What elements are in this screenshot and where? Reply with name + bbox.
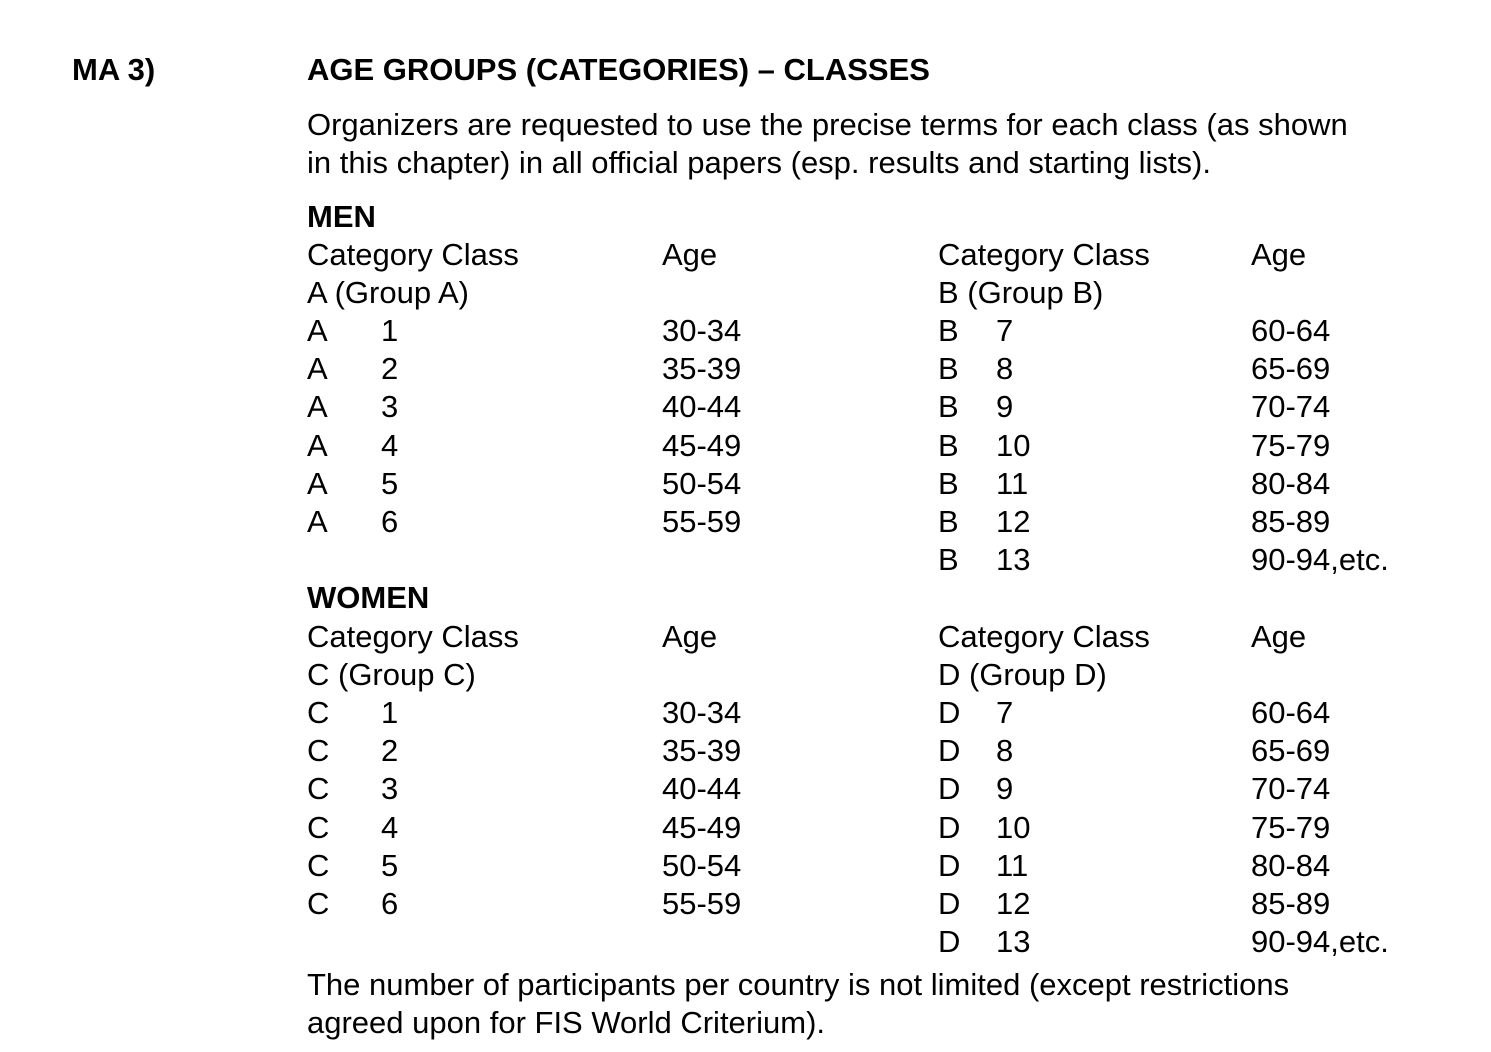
women-left-num-cell: 4 — [381, 809, 399, 845]
section-title: AGE GROUPS (CATEGORIES) – CLASSES — [307, 52, 930, 87]
men-left-header-class: Category Class — [307, 237, 519, 272]
footer-line-1: The number of participants per country is not limited (except restrictions — [307, 967, 1290, 1002]
women-right-age-cell: 70-74 — [1251, 771, 1331, 807]
intro-line-1: Organizers are requested to use the precise terms for each class (as shown — [307, 107, 1348, 142]
intro-line-2: in this chapter) in all official papers (esp. results and starting lists). — [307, 145, 1211, 180]
women-right-num-cell: 8 — [996, 733, 1014, 769]
men-right-age-cell: 65-69 — [1251, 351, 1331, 387]
women-left-cat-cell: C — [307, 695, 330, 730]
men-right-cat-cell: B — [938, 542, 959, 578]
women-left-header-class: Category Class — [307, 619, 519, 654]
men-right-num-cell: 10 — [996, 427, 1031, 463]
women-left-num-cell: 3 — [381, 771, 399, 807]
men-left-age-cell: 35-39 — [662, 351, 742, 387]
men-right-cat-cell: B — [938, 427, 959, 463]
women-right-num-cell: 12 — [996, 886, 1031, 921]
men-right-header-age: Age — [1251, 237, 1307, 272]
men-left-age-cell: 45-49 — [662, 427, 742, 463]
men-right-num-cell: 7 — [996, 313, 1014, 348]
women-left-num-cell: 1 — [381, 695, 399, 730]
men-right-age-cell: 90-94,etc. — [1251, 542, 1389, 578]
women-right-cat-cell: D — [938, 924, 961, 960]
women-left-cat-cell: C — [307, 733, 330, 769]
women-right-header-age: Age — [1251, 619, 1307, 654]
women-left-age-cell: 40-44 — [662, 771, 742, 807]
women-right-cat-cell: D — [938, 886, 961, 921]
men-left-age-cell: 55-59 — [662, 504, 742, 539]
women-right-cat-cell: D — [938, 809, 961, 845]
men-right-num-cell: 11 — [996, 465, 1029, 501]
women-left-header-age: Age — [662, 619, 718, 654]
men-left-age-cell: 40-44 — [662, 389, 742, 425]
men-left-age-cell: 30-34 — [662, 313, 742, 348]
women-left-cat-cell: C — [307, 771, 330, 807]
women-left-age-cell: 35-39 — [662, 733, 742, 769]
women-right-age-cell: 80-84 — [1251, 847, 1331, 883]
women-right-group: D (Group D) — [938, 657, 1107, 692]
men-left-cat-cell: A — [307, 427, 328, 463]
men-right-age-cell: 75-79 — [1251, 427, 1331, 463]
men-right-num-cell: 13 — [996, 542, 1031, 578]
men-right-cat-cell: B — [938, 389, 959, 425]
men-right-cat-cell: B — [938, 504, 959, 539]
women-left-cat-cell: C — [307, 809, 330, 845]
men-left-num-cell: 3 — [381, 389, 399, 425]
men-right-cat-cell: B — [938, 465, 959, 501]
men-right-group: B (Group B) — [938, 275, 1104, 310]
women-left-age-cell: 45-49 — [662, 809, 742, 845]
women-left-num-cell: 5 — [381, 847, 399, 883]
men-left-group: A (Group A) — [307, 275, 469, 310]
men-right-num-cell: 8 — [996, 351, 1014, 387]
women-right-cat-cell: D — [938, 847, 961, 883]
women-title: WOMEN — [307, 580, 430, 615]
men-right-age-cell: 70-74 — [1251, 389, 1331, 425]
women-left-num-cell: 2 — [381, 733, 399, 769]
men-left-header-age: Age — [662, 237, 718, 272]
men-left-num-cell: 2 — [381, 351, 399, 387]
women-left-age-cell: 50-54 — [662, 847, 742, 883]
men-left-num-cell: 1 — [381, 313, 399, 348]
men-left-cat-cell: A — [307, 313, 328, 348]
men-right-header-class: Category Class — [938, 237, 1150, 272]
men-left-num-cell: 5 — [381, 465, 399, 501]
men-left-cat-cell: A — [307, 351, 328, 387]
women-right-cat-cell: D — [938, 695, 961, 730]
men-left-cat-cell: A — [307, 504, 328, 539]
women-right-age-cell: 60-64 — [1251, 695, 1331, 730]
men-left-age-cell: 50-54 — [662, 465, 742, 501]
women-left-age-cell: 30-34 — [662, 695, 742, 730]
women-right-cat-cell: D — [938, 771, 961, 807]
men-right-age-cell: 85-89 — [1251, 504, 1331, 539]
women-right-num-cell: 7 — [996, 695, 1014, 730]
women-right-num-cell: 9 — [996, 771, 1014, 807]
women-right-cat-cell: D — [938, 733, 961, 769]
women-left-group: C (Group C) — [307, 657, 476, 692]
women-left-cat-cell: C — [307, 847, 330, 883]
women-left-age-cell: 55-59 — [662, 886, 742, 921]
women-right-age-cell: 90-94,etc. — [1251, 924, 1389, 960]
men-right-num-cell: 9 — [996, 389, 1014, 425]
women-left-num-cell: 6 — [381, 886, 399, 921]
men-left-num-cell: 4 — [381, 427, 399, 463]
section-number: MA 3) — [72, 52, 156, 87]
women-right-header-class: Category Class — [938, 619, 1150, 654]
women-right-num-cell: 13 — [996, 924, 1031, 960]
men-left-num-cell: 6 — [381, 504, 399, 539]
men-right-num-cell: 12 — [996, 504, 1031, 539]
footer-line-2: agreed upon for FIS World Criterium). — [307, 1005, 826, 1040]
men-right-cat-cell: B — [938, 351, 959, 387]
women-right-age-cell: 65-69 — [1251, 733, 1331, 769]
men-title: MEN — [307, 199, 376, 234]
men-right-cat-cell: B — [938, 313, 959, 348]
women-right-age-cell: 75-79 — [1251, 809, 1331, 845]
women-right-num-cell: 10 — [996, 809, 1031, 845]
men-left-cat-cell: A — [307, 465, 328, 501]
men-right-age-cell: 60-64 — [1251, 313, 1331, 348]
men-right-age-cell: 80-84 — [1251, 465, 1331, 501]
women-right-age-cell: 85-89 — [1251, 886, 1331, 921]
women-right-num-cell: 11 — [996, 847, 1029, 883]
men-left-cat-cell: A — [307, 389, 328, 425]
women-left-cat-cell: C — [307, 886, 330, 921]
